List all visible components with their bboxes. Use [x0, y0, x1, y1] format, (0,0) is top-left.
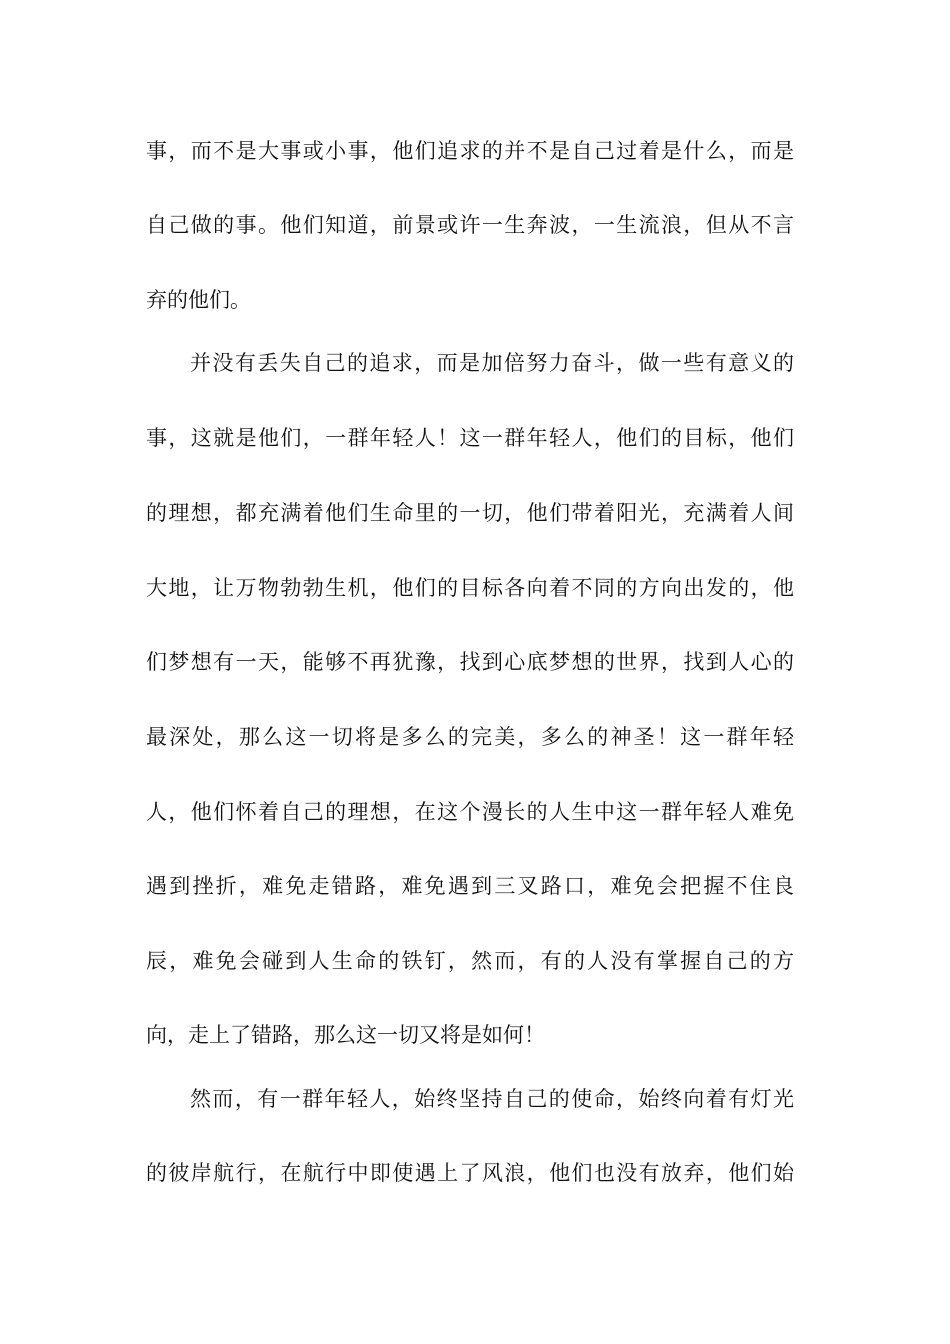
- text-line: 人，他们怀着自己的理想，在这个漫长的人生中这一群年轻人难免: [146, 800, 794, 824]
- text-line: 向，走上了错路，那么这一切又将是如何！: [146, 1023, 545, 1047]
- paragraph-start-line: 然而，有一群年轻人，始终坚持自己的使命，始终向着有灯光: [190, 1087, 794, 1111]
- text-line: 的理想，都充满着他们生命里的一切，他们带着阳光，充满着人间: [146, 501, 794, 525]
- text-line: 的彼岸航行，在航行中即使遇上了风浪，他们也没有放弃，他们始: [146, 1161, 794, 1185]
- text-line: 大地，让万物勃勃生机，他们的目标各向着不同的方向出发的，他: [146, 576, 794, 600]
- text-line: 事，而不是大事或小事，他们追求的并不是自己过着是什么，而是: [146, 139, 794, 163]
- text-line: 弃的他们。: [146, 288, 251, 312]
- text-line: 最深处，那么这一切将是多么的完美，多么的神圣！这一群年轻: [146, 725, 794, 749]
- text-line: 遇到挫折，难免走错路，难免遇到三叉路口，难免会把握不住良: [146, 874, 794, 898]
- text-line: 事，这就是他们，一群年轻人！这一群年轻人，他们的目标，他们: [146, 426, 794, 450]
- text-line: 辰，难免会碰到人生命的铁钉，然而，有的人没有掌握自己的方: [146, 949, 794, 973]
- text-line: 们梦想有一天，能够不再犹豫，找到心底梦想的世界，找到人心的: [146, 650, 794, 674]
- paragraph-start-line: 并没有丢失自己的追求，而是加倍努力奋斗，做一些有意义的: [190, 351, 794, 375]
- text-line: 自己做的事。他们知道，前景或许一生奔波，一生流浪，但从不言: [146, 213, 794, 237]
